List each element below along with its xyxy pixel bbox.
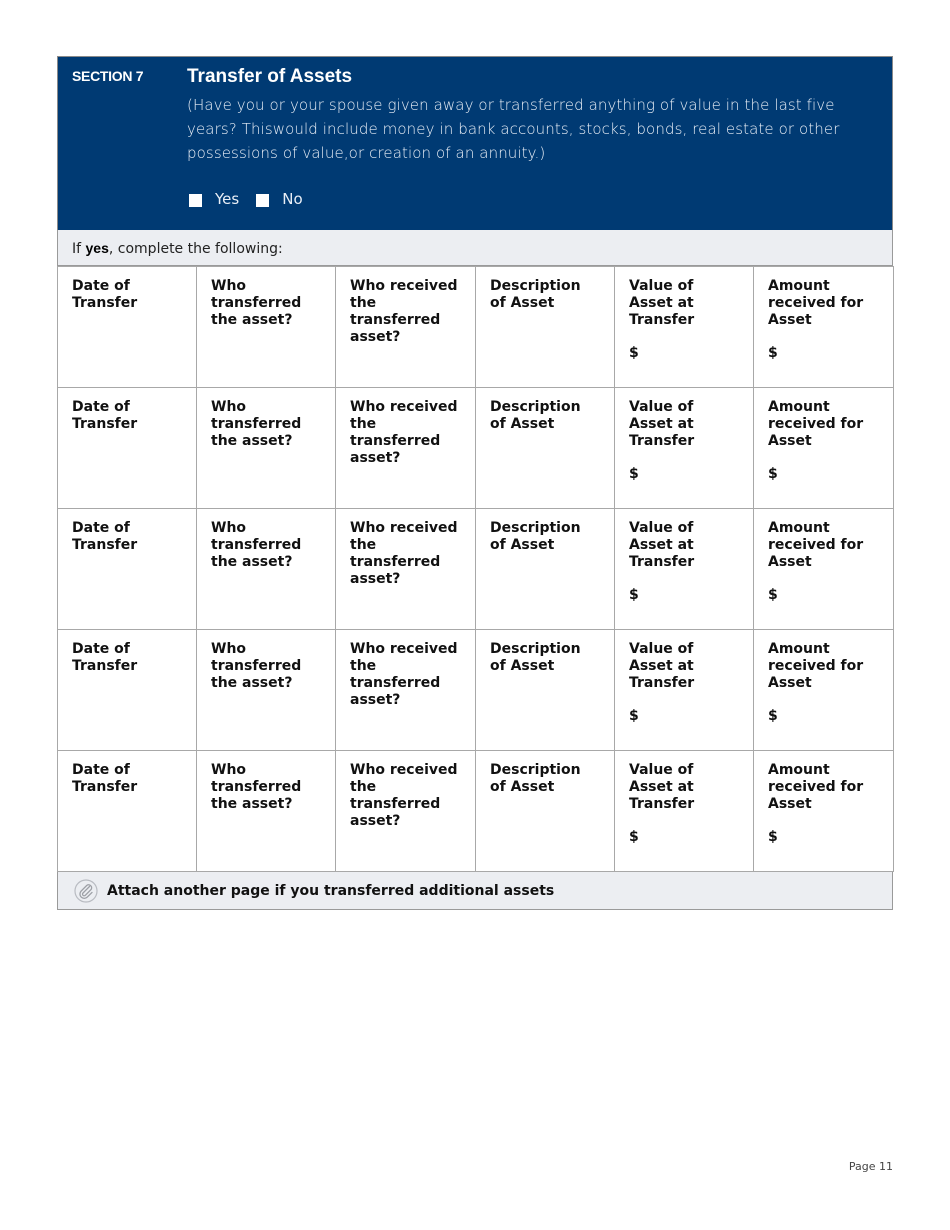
table-cell[interactable]: [58, 509, 197, 630]
section-header: [57, 56, 893, 230]
cell-label: Who transferred the asset?: [211, 399, 302, 449]
yes-no-options: [189, 190, 320, 208]
yes-checkbox[interactable]: [189, 194, 202, 207]
transfer-of-assets-form: [57, 56, 893, 910]
table-cell[interactable]: [336, 751, 476, 872]
cell-label: Date of Transfer: [72, 399, 138, 432]
cell-label: Date of Transfer: [72, 278, 138, 311]
currency-symbol: $: [768, 345, 778, 361]
no-checkbox[interactable]: [256, 194, 269, 207]
currency-symbol: $: [629, 345, 639, 361]
table-cell[interactable]: [336, 509, 476, 630]
no-label: No: [282, 190, 303, 208]
paperclip-icon: [74, 879, 98, 903]
table-cell[interactable]: [336, 267, 476, 388]
table-cell[interactable]: [58, 751, 197, 872]
cell-label: Description of Asset: [490, 641, 581, 674]
cell-label: Date of Transfer: [72, 762, 138, 795]
table-cell[interactable]: [476, 630, 615, 751]
table-cell[interactable]: [754, 509, 894, 630]
cell-label: Amount received for Asset: [768, 399, 864, 449]
table-cell[interactable]: [476, 267, 615, 388]
cell-label: Who received the transferred asset?: [350, 399, 458, 466]
cell-label: Description of Asset: [490, 762, 581, 795]
table-cell[interactable]: [58, 630, 197, 751]
section-title: Transfer of Assets: [187, 66, 353, 87]
cell-label: Amount received for Asset: [768, 762, 864, 812]
cell-label: Who transferred the asset?: [211, 520, 302, 570]
cell-label: Description of Asset: [490, 520, 581, 553]
instruction-bold: yes: [85, 240, 109, 256]
table-cell[interactable]: [476, 388, 615, 509]
table-cell[interactable]: [197, 630, 336, 751]
currency-symbol: $: [768, 466, 778, 482]
table-cell[interactable]: [197, 751, 336, 872]
table-cell[interactable]: [615, 630, 754, 751]
instruction-suffix: , complete the following:: [108, 241, 283, 257]
cell-label: Value of Asset at Transfer: [629, 399, 695, 449]
currency-symbol: $: [768, 708, 778, 724]
option-no[interactable]: [256, 190, 302, 208]
cell-label: Who received the transferred asset?: [350, 520, 458, 587]
table-cell[interactable]: [336, 630, 476, 751]
cell-label: Amount received for Asset: [768, 278, 864, 328]
table-row: [58, 751, 894, 872]
currency-symbol: $: [629, 829, 639, 845]
cell-label: Value of Asset at Transfer: [629, 641, 695, 691]
table-cell[interactable]: [197, 509, 336, 630]
table-row: [58, 267, 894, 388]
yes-label: Yes: [215, 190, 240, 208]
table-cell[interactable]: [754, 751, 894, 872]
table-cell[interactable]: [58, 267, 197, 388]
table-cell[interactable]: [197, 388, 336, 509]
table-cell[interactable]: [197, 267, 336, 388]
cell-label: Who transferred the asset?: [211, 762, 302, 812]
attach-note-text: Attach another page if you transferred additional assets: [107, 882, 555, 899]
cell-label: Description of Asset: [490, 278, 581, 311]
table-cell[interactable]: [615, 267, 754, 388]
cell-label: Value of Asset at Transfer: [629, 762, 695, 812]
currency-symbol: $: [768, 829, 778, 845]
cell-label: Value of Asset at Transfer: [629, 520, 695, 570]
table-cell[interactable]: [476, 509, 615, 630]
cell-label: Who received the transferred asset?: [350, 641, 458, 708]
table-cell[interactable]: [615, 388, 754, 509]
cell-label: Who received the transferred asset?: [350, 278, 458, 345]
table-row: [58, 388, 894, 509]
transfer-table: [57, 266, 894, 872]
table-cell[interactable]: [58, 388, 197, 509]
cell-label: Who transferred the asset?: [211, 278, 302, 328]
currency-symbol: $: [629, 708, 639, 724]
table-cell[interactable]: [754, 630, 894, 751]
section-description: (Have you or your spouse given away or transferred anything of value in the last five years? Thiswould include money in bank accounts, stocks, bonds, real estate or other possessions of value,or creation of an annuity.): [187, 96, 840, 162]
cell-label: Value of Asset at Transfer: [629, 278, 695, 328]
option-yes[interactable]: [189, 190, 239, 208]
cell-label: Amount received for Asset: [768, 641, 864, 691]
table-row: [58, 509, 894, 630]
currency-symbol: $: [629, 466, 639, 482]
instruction-band: [57, 230, 893, 266]
table-cell[interactable]: [754, 388, 894, 509]
page-number: Page 11: [848, 1160, 893, 1173]
section-label: SECTION 7: [72, 68, 144, 84]
table-cell[interactable]: [476, 751, 615, 872]
instruction-prefix: If: [72, 241, 82, 257]
cell-label: Who transferred the asset?: [211, 641, 302, 691]
cell-label: Description of Asset: [490, 399, 581, 432]
cell-label: Amount received for Asset: [768, 520, 864, 570]
table-row: [58, 630, 894, 751]
cell-label: Who received the transferred asset?: [350, 762, 458, 829]
currency-symbol: $: [629, 587, 639, 603]
cell-label: Date of Transfer: [72, 641, 138, 674]
table-cell[interactable]: [336, 388, 476, 509]
table-cell[interactable]: [754, 267, 894, 388]
table-cell[interactable]: [615, 509, 754, 630]
cell-label: Date of Transfer: [72, 520, 138, 553]
attach-note: [57, 872, 893, 910]
table-cell[interactable]: [615, 751, 754, 872]
currency-symbol: $: [768, 587, 778, 603]
